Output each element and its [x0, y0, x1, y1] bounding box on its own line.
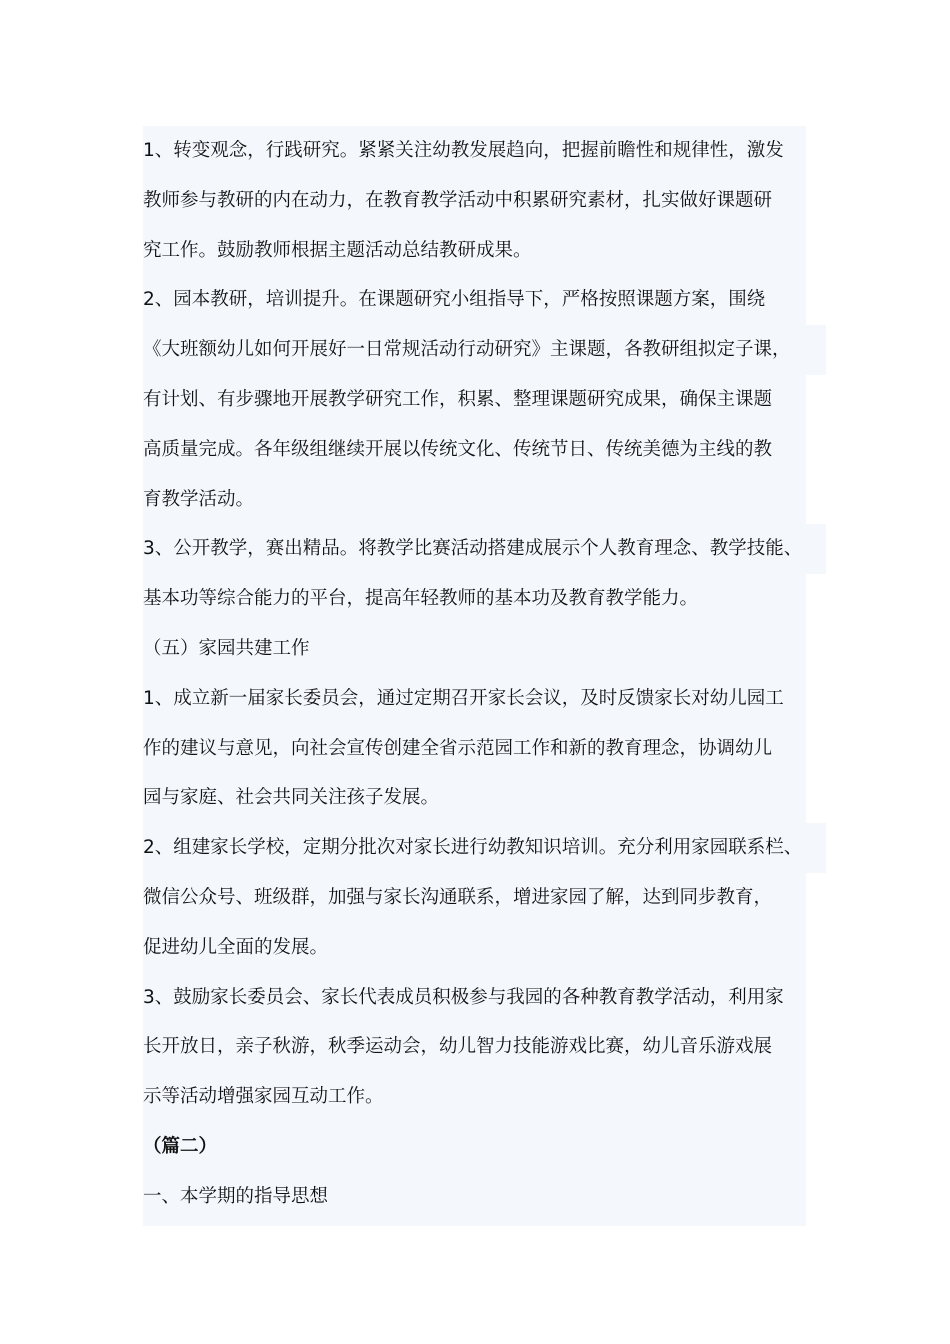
paragraph-line: 微信公众号、班级群，加强与家长沟通联系，增进家园了解，达到同步教育， — [143, 886, 773, 908]
paragraph-line: 长开放日，亲子秋游，秋季运动会，幼儿智力技能游戏比赛，幼儿音乐游戏展 — [143, 1036, 773, 1058]
section-heading: （五）家园共建工作 — [143, 637, 310, 659]
part-heading: （篇二） — [143, 1135, 218, 1157]
paragraph-line: 高质量完成。各年级组继续开展以传统文化、传统节日、传统美德为主线的教 — [143, 438, 773, 460]
paragraph-line: 教师参与教研的内在动力，在教育教学活动中积累研究素材，扎实做好课题研 — [143, 189, 773, 211]
paragraph-line: 作的建议与意见，向社会宣传创建全省示范园工作和新的教育理念，协调幼儿 — [143, 737, 773, 759]
paragraph-line: 2、组建家长学校，定期分批次对家长进行幼教知识培训。充分利用家园联系栏、 — [143, 823, 826, 873]
paragraph-line: 1、转变观念，行践研究。紧紧关注幼教发展趋向，把握前瞻性和规律性，激发 — [143, 140, 784, 161]
paragraph-line: 《大班额幼儿如何开展好一日常规活动行动研究》主课题，各教研组拟定子课， — [143, 325, 826, 375]
paragraph-line: 3、公开教学，赛出精品。将教学比赛活动搭建成展示个人教育理念、教学技能、 — [143, 524, 826, 574]
paragraph-line: 1、成立新一届家长委员会，通过定期召开家长会议，及时反馈家长对幼儿园工 — [143, 687, 784, 709]
paragraph-line: 究工作。鼓励教师根据主题活动总结教研成果。 — [143, 239, 532, 261]
paragraph-line: 2、园本教研，培训提升。在课题研究小组指导下，严格按照课题方案，围绕 — [143, 289, 766, 311]
paragraph-line: 育教学活动。 — [143, 488, 255, 510]
paragraph-line: 示等活动增强家园互动工作。 — [143, 1086, 384, 1108]
paragraph-line: 促进幼儿全面的发展。 — [143, 936, 329, 958]
paragraph-line: 基本功等综合能力的平台，提高年轻教师的基本功及教育教学能力。 — [143, 588, 699, 610]
document-text-block — [143, 126, 806, 1226]
paragraph-line: 3、鼓励家长委员会、家长代表成员积极参与我园的各种教育教学活动，利用家 — [143, 986, 784, 1008]
paragraph-line: 有计划、有步骤地开展教学研究工作，积累、整理课题研究成果，确保主课题 — [143, 388, 773, 410]
section-heading: 一、本学期的指导思想 — [143, 1185, 329, 1207]
paragraph-line: 园与家庭、社会共同关注孩子发展。 — [143, 787, 440, 809]
